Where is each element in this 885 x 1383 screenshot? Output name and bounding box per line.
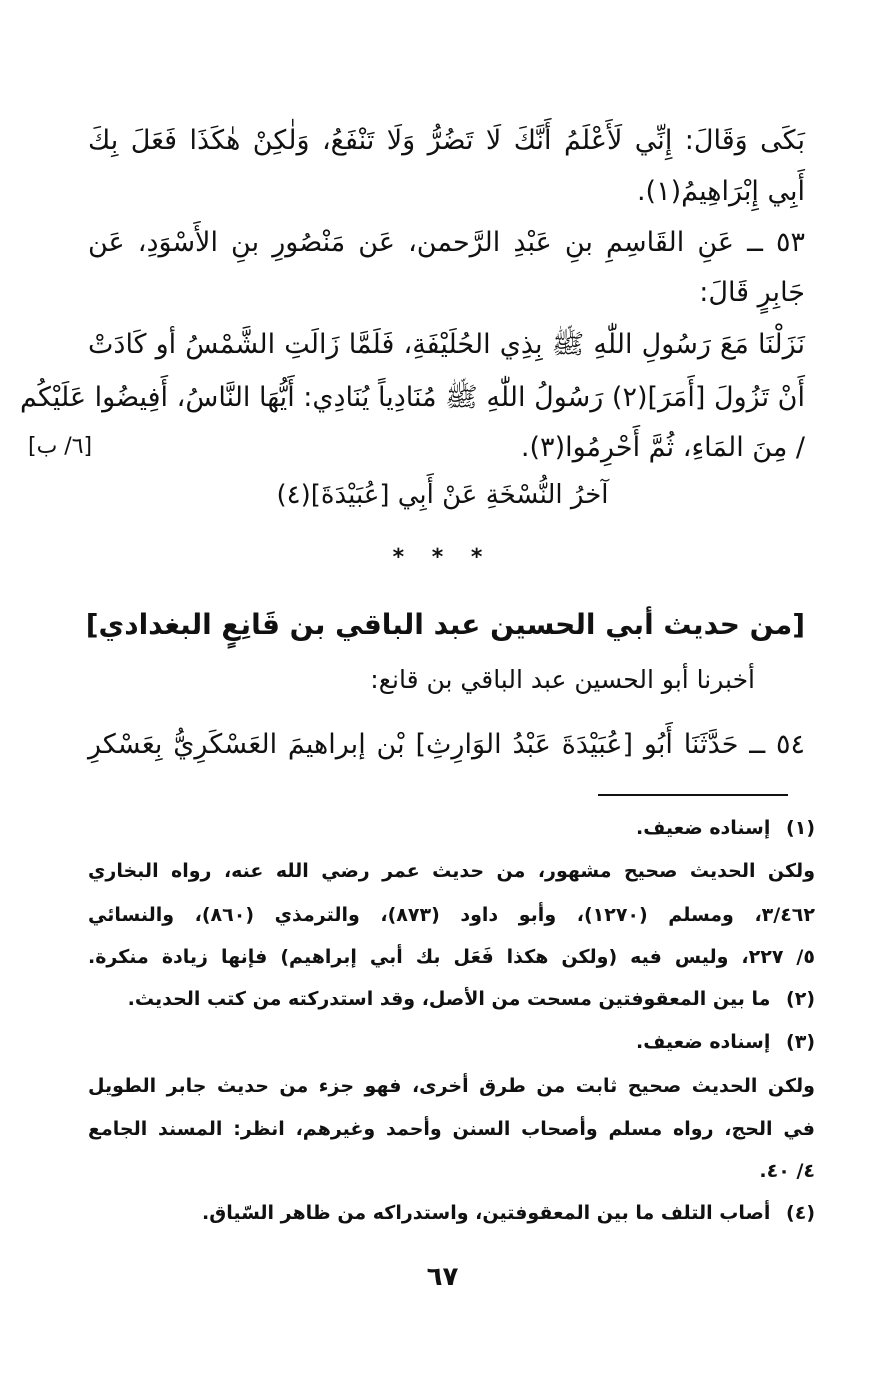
footnote-1-line-1: ولكن الحديث صحيح مشهور، من حديث عمر رضي الله عنه، رواه البخاري [88,860,815,882]
footnote-2-text: ما بين المعقوفتين مسحت من الأصل، وقد استدركته من كتب الحديث. [127,988,771,1010]
footnote-2 [88,983,815,1015]
footnote-4-number: (٤) [786,1202,815,1224]
footnote-rule [598,794,788,796]
colophon: آخرُ النُّسْخَةِ عَنْ أَبِي [عُبَيْدَةَ](٤) [276,480,609,510]
margin-folio-ref: [٦/ ب] [28,434,93,459]
body-line-2: أَبِي إِبْرَاهِيمُ(١). [636,176,805,207]
footnote-2-number: (٢) [786,988,815,1010]
footnote-4 [88,1197,815,1229]
footnote-3-line-2: في الحج، رواه مسلم وأصحاب السنن وأحمد وغيرهم، انظر: المسند الجامع [88,1118,815,1140]
footnote-3-line-3: ٤/ ٤٠. [759,1160,815,1182]
footnote-3-heading: إسناده ضعيف. [636,1031,771,1053]
chain-intro: أخبرنا أبو الحسين عبد الباقي بن قانع: [370,665,755,694]
footnote-1-head [88,812,815,844]
hadith-54-line-1: ٥٤ ــ حَدَّثَنَا أَبُو [عُبَيْدَةَ عَبْدُ الوَارِثِ] بْن إبراهيمَ العَسْكَرِيُّ بِعَسْكرِ [88,729,805,760]
footnote-4-text: أصاب التلف ما بين المعقوفتين، واستدراكه من ظاهر السّياق. [201,1202,771,1224]
footnote-1-line-2: ٣/٤٦٢، ومسلم (١٢٧٠)، وأبو داود (٨٧٣)، والترمذي (٨٦٠)، والنسائي [88,904,815,926]
footnote-3-head [88,1026,815,1058]
footnote-3-line-1: ولكن الحديث صحيح ثابت من طرق أخرى، فهو جزء من حديث جابر الطويل [88,1075,815,1097]
hadith-53-line-1: ٥٣ ــ عَنِ القَاسِمِ بنِ عَبْدِ الرَّحمن، عَن مَنْصُورِ بنِ الأَسْوَدِ، عَن [88,227,805,258]
footnote-3-number: (٣) [786,1031,815,1053]
footnote-1-heading: إسناده ضعيف. [636,817,771,839]
hadith-53-line-2: جَابِرٍ قَالَ: [699,277,805,308]
body-line-1: بَكَى وَقَالَ: إِنِّي لَأَعْلَمُ أَنَّكَ لَا تَضُرُّ وَلَا تَنْفَعُ، وَلٰكِنْ هٰكَذَا فَعَلَ بِكَ [88,125,805,156]
hadith-53-line-5: / مِنَ المَاءِ، ثُمَّ أَحْرِمُوا(٣). [520,432,805,463]
page-number: ٦٧ [426,1262,459,1292]
hadith-53-line-4: أَنْ تَزُولَ [أَمَرَ](٢) رَسُولُ اللّٰهِ ﷺ مُنَادِياً يُنَادِي: أَيُّهَا النَّاسُ، أَفِيضُوا عَلَيْكُم [19,382,805,413]
hadith-53-line-3: نَزَلْنَا مَعَ رَسُولِ اللّٰهِ ﷺ بِذِي الحُلَيْفَةِ، فَلَمَّا زَالَتِ الشَّمْسُ أو كَادَتْ [88,329,805,360]
footnote-1-line-3: ٥/ ٢٢٧، وليس فيه (ولكن هكذا فَعَل بك أبي إبراهيم) فإنها زيادة منكرة. [88,946,815,968]
footnote-1-number: (١) [786,817,815,839]
section-separator: * * * [392,545,493,570]
section-title: [من حديث أبي الحسين عبد الباقي بن قَانِعٍ البغدادي] [85,608,805,641]
